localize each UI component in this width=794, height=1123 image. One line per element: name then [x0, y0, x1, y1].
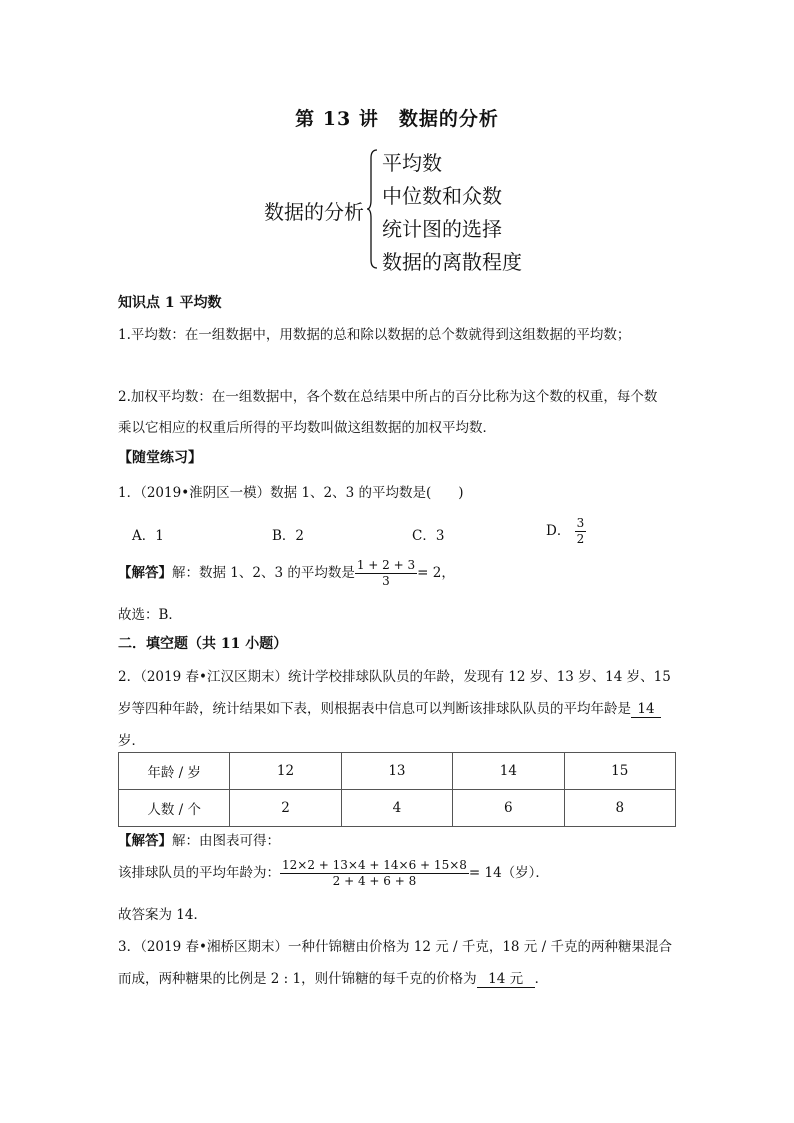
answer-1-tag: 【解答】 [118, 565, 172, 581]
table-cell: 13 [341, 753, 452, 790]
answer-1-denominator: 3 [382, 574, 390, 588]
answer-2-numerator: 12×2 + 13×4 + 14×6 + 15×8 [282, 858, 467, 872]
question-3-answer-blank: 14 元 [477, 967, 535, 988]
answer-2-intro [118, 829, 280, 849]
question-2-line3: 岁． [118, 733, 145, 749]
table-cell: 15 [564, 753, 675, 790]
answer-2-tag: 【解答】 [118, 833, 172, 849]
question-3-text: 而成，两种糖果的比例是 2 : 1，则什锦糖的每千克的价格为 [118, 971, 477, 987]
tree-item-chart-choice: 统计图的选择 [382, 217, 502, 241]
question-3-end: ． [534, 971, 549, 987]
question-2-line1: 2．（2019 春•江汉区期末）统计学校排球队队员的年龄，发现有 12 岁、13 岁、14 岁、15 [118, 669, 671, 685]
answer-2-result: = 14（岁）． [468, 865, 549, 881]
tree-item-median-mode: 中位数和众数 [382, 184, 502, 208]
answer-1-fraction [355, 558, 417, 589]
table-cell: 4 [341, 790, 452, 827]
left-brace [366, 148, 378, 270]
practice-heading: 【随堂练习】 [118, 450, 202, 466]
table-header-count: 人数 / 个 [119, 790, 230, 827]
table-cell: 6 [453, 790, 564, 827]
table-cell: 2 [230, 790, 341, 827]
table-cell: 14 [453, 753, 564, 790]
age-table [118, 752, 676, 827]
mean-definition: 1.平均数：在一组数据中，用数据的总和除以数据的总个数就得到这组数据的平均数； [118, 327, 631, 343]
answer-2-formula-label: 该排球队员的平均年龄为： [118, 865, 280, 881]
option-d [546, 516, 586, 547]
question-3-line2 [118, 967, 548, 988]
answer-1-text: 解：数据 1、2、3 的平均数是 [172, 565, 355, 581]
question-2-line2 [118, 697, 661, 718]
answer-2-fraction [280, 858, 469, 889]
weighted-mean-line2: 乘以它相应的权重后所得的平均数叫做这组数据的加权平均数． [118, 420, 496, 436]
table-cell: 8 [564, 790, 675, 827]
answer-2-final: 故答案为 14． [118, 907, 207, 923]
question-3-line1: 3．（2019 春•湘桥区期末）一种什锦糖由价格为 12 元 / 千克，18 元 / 千克的两种糖果混合 [118, 939, 672, 955]
table-row [119, 753, 676, 790]
table-header-age: 年龄 / 岁 [119, 753, 230, 790]
page-title: 第 13 讲 数据的分析 [295, 108, 499, 130]
answer-2-denominator: 2 + 4 + 6 + 8 [332, 874, 417, 888]
option-d-fraction [575, 516, 587, 547]
table-cell: 12 [230, 753, 341, 790]
option-a: A．1 [132, 528, 164, 544]
answer-2-formula [118, 858, 549, 889]
answer-1-choice: 故选：B． [118, 607, 182, 623]
option-d-numerator: 3 [576, 516, 585, 530]
question-2-text: 岁等四种年龄，统计结果如下表，则根据表中信息可以判断该排球队队员的平均年龄是 [118, 701, 631, 717]
table-row [119, 790, 676, 827]
tree-item-dispersion: 数据的离散程度 [382, 250, 522, 274]
fill-in-section-heading: 二．填空题（共 11 小题） [118, 636, 288, 652]
weighted-mean-line1: 2.加权平均数：在一组数据中，各个数在总结果中所占的百分比称为这个数的权重，每个数 [118, 389, 658, 405]
question-1: 1．（2019•淮阴区一模）数据 1、2、3 的平均数是( ) [118, 485, 464, 501]
option-d-label: D． [546, 523, 571, 539]
answer-2-text: 解：由图表可得： [172, 833, 280, 849]
question-2-answer-blank: 14 [631, 701, 661, 718]
tree-root-label: 数据的分析 [264, 200, 364, 224]
option-b: B．2 [272, 528, 305, 544]
answer-1-result: = 2， [417, 565, 455, 581]
answer-1-numerator: 1 + 2 + 3 [356, 558, 416, 572]
option-c: C．3 [412, 528, 445, 544]
answer-1 [118, 558, 455, 589]
tree-item-mean: 平均数 [382, 151, 442, 175]
option-d-denominator: 2 [576, 532, 585, 546]
knowledge-point-heading: 知识点 1 平均数 [118, 295, 222, 311]
